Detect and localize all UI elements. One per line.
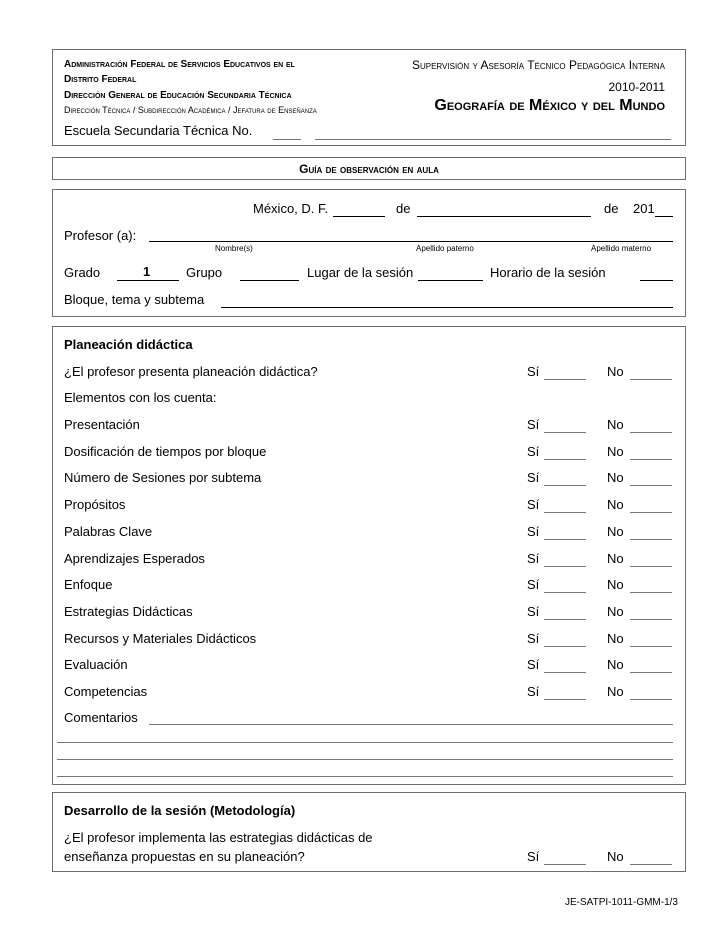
day-field[interactable] xyxy=(333,216,385,217)
checklist-no-label: No xyxy=(607,551,624,566)
checklist-yes-field[interactable] xyxy=(544,566,586,567)
checklist-yes-label: Sí xyxy=(527,497,540,512)
checklist-yes-field[interactable] xyxy=(544,539,586,540)
comments-line-3[interactable] xyxy=(57,759,673,760)
checklist-item-label: Dosificación de tiempos por bloque xyxy=(64,444,267,459)
checklist-no-label: No xyxy=(607,444,624,459)
checklist-no-field[interactable] xyxy=(630,646,672,647)
checklist-no-label: No xyxy=(607,417,624,432)
date-de-1: de xyxy=(396,201,411,216)
comments-label: Comentarios xyxy=(64,710,138,725)
info-box xyxy=(52,189,686,317)
header-supervision: Supervisión y Asesoría Técnico Pedagógica Interna xyxy=(411,58,665,72)
header-district: Distrito Federal xyxy=(64,74,137,85)
location-field[interactable] xyxy=(418,280,483,281)
checklist-no-label: No xyxy=(607,657,624,672)
planning-heading: Planeación didáctica xyxy=(64,337,193,352)
year-field[interactable] xyxy=(655,216,673,217)
maternal-caption: Apellido materno xyxy=(591,244,652,253)
planning-question: ¿El profesor presenta planeación didáctica? xyxy=(64,364,318,379)
schedule-field[interactable] xyxy=(640,280,673,281)
checklist-no-field[interactable] xyxy=(630,592,672,593)
development-box xyxy=(52,792,686,872)
development-no-label: No xyxy=(607,849,624,864)
checklist-no-label: No xyxy=(607,684,624,699)
yes-field[interactable] xyxy=(544,379,586,380)
header-agency: Administración Federal de Servicios Educativos en el xyxy=(64,59,295,70)
checklist-yes-label: Sí xyxy=(527,631,540,646)
no-label: No xyxy=(607,364,624,379)
paternal-caption: Apellido paterno xyxy=(416,244,474,253)
checklist-item-label: Estrategias Didácticas xyxy=(64,604,193,619)
checklist-yes-field[interactable] xyxy=(544,672,586,673)
checklist-no-field[interactable] xyxy=(630,699,672,700)
checklist-yes-field[interactable] xyxy=(544,699,586,700)
title-bar xyxy=(52,157,686,180)
checklist-yes-field[interactable] xyxy=(544,592,586,593)
topic-field[interactable] xyxy=(221,307,673,308)
date-de-2: de xyxy=(604,201,619,216)
checklist-no-label: No xyxy=(607,524,624,539)
development-no-field[interactable] xyxy=(630,864,672,865)
header-subdirectorate: Dirección Técnica / Subdirección Académica / Jefatura de Enseñanza xyxy=(64,105,317,115)
planning-box xyxy=(52,326,686,785)
development-yes-field[interactable] xyxy=(544,864,586,865)
development-question-line1: ¿El profesor implementa las estrategias didácticas de xyxy=(64,830,373,845)
place-label: México, D. F. xyxy=(253,201,329,216)
checklist-yes-label: Sí xyxy=(527,524,540,539)
checklist-no-field[interactable] xyxy=(630,459,672,460)
group-label: Grupo xyxy=(186,265,223,280)
checklist-no-field[interactable] xyxy=(630,432,672,433)
checklist-yes-field[interactable] xyxy=(544,619,586,620)
month-field[interactable] xyxy=(417,216,591,217)
comments-line-2[interactable] xyxy=(57,742,673,743)
teacher-name-field[interactable] xyxy=(149,241,673,242)
checklist-no-label: No xyxy=(607,497,624,512)
checklist-item-label: Enfoque xyxy=(64,577,113,592)
checklist-yes-field[interactable] xyxy=(544,646,586,647)
checklist-item-label: Propósitos xyxy=(64,497,126,512)
checklist-yes-field[interactable] xyxy=(544,459,586,460)
teacher-label: Profesor (a): xyxy=(64,228,137,243)
header-subject: Geografía de México y del Mundo xyxy=(434,97,665,114)
checklist-yes-label: Sí xyxy=(527,551,540,566)
no-field[interactable] xyxy=(630,379,672,380)
checklist-yes-label: Sí xyxy=(527,604,540,619)
page-title: Guía de observación en aula xyxy=(299,162,439,176)
topic-label: Bloque, tema y subtema xyxy=(64,292,205,307)
grade-label: Grado xyxy=(64,265,101,280)
checklist-no-field[interactable] xyxy=(630,539,672,540)
checklist-yes-field[interactable] xyxy=(544,512,586,513)
location-label: Lugar de la sesión xyxy=(307,265,414,280)
school-number-line[interactable] xyxy=(273,139,301,140)
checklist-yes-field[interactable] xyxy=(544,432,586,433)
header-year: 2010-2011 xyxy=(608,80,665,94)
checklist-no-field[interactable] xyxy=(630,485,672,486)
checklist-no-label: No xyxy=(607,604,624,619)
checklist-yes-label: Sí xyxy=(527,684,540,699)
grade-field[interactable] xyxy=(117,280,179,281)
checklist-yes-label: Sí xyxy=(527,657,540,672)
checklist-no-field[interactable] xyxy=(630,566,672,567)
schedule-label: Horario de la sesión xyxy=(490,265,606,280)
comments-line-1[interactable] xyxy=(149,724,673,725)
school-name-line[interactable] xyxy=(315,139,671,140)
checklist-no-field[interactable] xyxy=(630,619,672,620)
checklist-item-label: Recursos y Materiales Didácticos xyxy=(64,631,257,646)
checklist-no-field[interactable] xyxy=(630,672,672,673)
checklist-item-label: Aprendizajes Esperados xyxy=(64,551,205,566)
checklist-item-label: Número de Sesiones por subtema xyxy=(64,470,262,485)
yes-label: Sí xyxy=(527,364,540,379)
footer-code: JE-SATPI-1011-GMM-1/3 xyxy=(565,897,678,908)
year-prefix: 201 xyxy=(633,201,655,216)
development-heading: Desarrollo de la sesión (Metodología) xyxy=(64,803,296,818)
comments-line-4[interactable] xyxy=(57,776,673,777)
header-directorate: Dirección General de Educación Secundaria Técnica xyxy=(64,90,292,101)
checklist-no-label: No xyxy=(607,470,624,485)
checklist-yes-field[interactable] xyxy=(544,485,586,486)
checklist-item-label: Competencias xyxy=(64,684,148,699)
checklist-item-label: Evaluación xyxy=(64,657,128,672)
group-field[interactable] xyxy=(240,280,299,281)
elements-label: Elementos con los cuenta: xyxy=(64,390,217,405)
names-caption: Nombre(s) xyxy=(215,244,253,253)
checklist-yes-label: Sí xyxy=(527,444,540,459)
development-question-line2: enseñanza propuestas en su planeación? xyxy=(64,849,305,864)
checklist-yes-label: Sí xyxy=(527,577,540,592)
development-yes-label: Sí xyxy=(527,849,540,864)
checklist-item-label: Palabras Clave xyxy=(64,524,153,539)
grade-value: 1 xyxy=(143,264,151,279)
checklist-no-label: No xyxy=(607,577,624,592)
checklist-item-label: Presentación xyxy=(64,417,140,432)
checklist-no-label: No xyxy=(607,631,624,646)
checklist-yes-label: Sí xyxy=(527,417,540,432)
checklist-no-field[interactable] xyxy=(630,512,672,513)
school-label: Escuela Secundaria Técnica No. xyxy=(64,123,253,138)
checklist-yes-label: Sí xyxy=(527,470,540,485)
header-box xyxy=(52,49,686,146)
